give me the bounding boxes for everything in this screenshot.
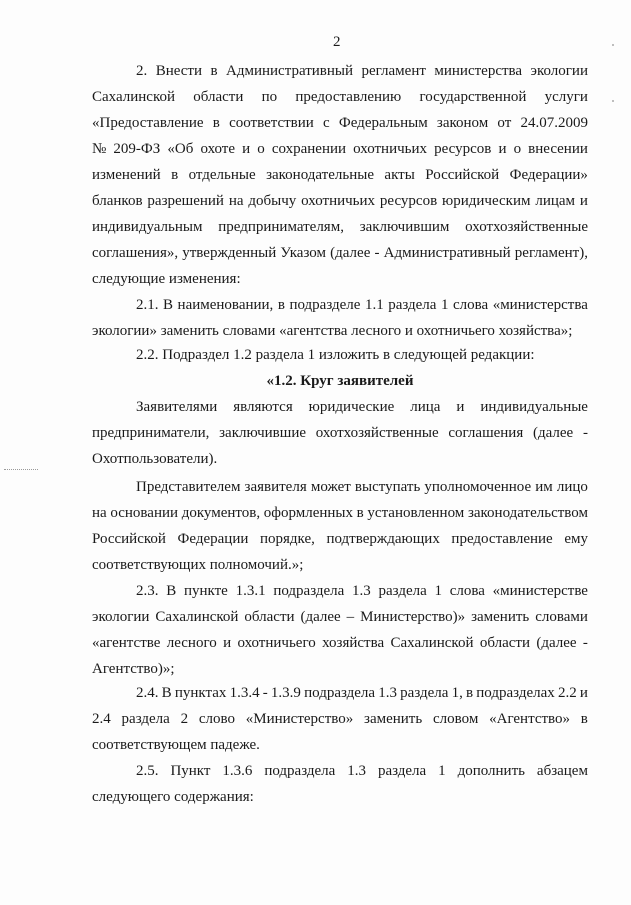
text-line: Охотпользователи). bbox=[92, 451, 218, 467]
text-line: соглашения», утвержденный Указом (далее - Административный регламент), bbox=[92, 245, 588, 261]
text-line: на основании документов, оформленных в установленном законодательством bbox=[92, 505, 588, 521]
text-line: соответствующем падеже. bbox=[92, 737, 260, 753]
text-line: Представителем заявителя может выступать уполномоченное им лицо bbox=[136, 479, 588, 495]
paragraph bbox=[92, 680, 588, 758]
paragraph bbox=[92, 394, 588, 472]
text-line: предприниматели, заключившие охотхозяйственные соглашения (далее - bbox=[92, 425, 588, 441]
scan-artifact bbox=[4, 469, 38, 470]
paragraph bbox=[92, 58, 588, 292]
scan-dot bbox=[612, 44, 614, 46]
text-line: индивидуальным предпринимателям, заключившим охотхозяйственные bbox=[92, 219, 588, 235]
text-line: 2.1. В наименовании, в подразделе 1.1 раздела 1 слова «министерства bbox=[136, 297, 588, 313]
text-line: 2.4. В пунктах 1.3.4 - 1.3.9 подраздела 1.3 раздела 1, в подразделах 2.2 и bbox=[136, 685, 588, 701]
paragraph bbox=[92, 578, 588, 682]
text-line: 2.5. Пункт 1.3.6 подраздела 1.3 раздела 1 дополнить абзацем bbox=[136, 763, 588, 779]
text-line: Агентство)»; bbox=[92, 661, 175, 677]
text-line: «1.2. Круг заявителей bbox=[266, 373, 414, 389]
text-line: бланков разрешений на добычу охотничьих ресурсов юридическим лицам и bbox=[92, 193, 588, 209]
text-line: экологии Сахалинской области (далее – Министерство)» заменить словами bbox=[92, 609, 588, 625]
section-heading bbox=[92, 368, 588, 394]
text-line: «агентстве лесного и охотничьего хозяйства Сахалинской области (далее - bbox=[92, 635, 588, 651]
text-line: Сахалинской области по предоставлению государственной услуги bbox=[92, 89, 588, 105]
scan-dot bbox=[612, 100, 614, 102]
text-line: № 209-ФЗ «Об охоте и о сохранении охотничьих ресурсов и о внесении bbox=[92, 141, 588, 157]
text-line: соответствующих полномочий.»; bbox=[92, 557, 304, 573]
page-number: 2 bbox=[333, 34, 341, 50]
text-line: Заявителями являются юридические лица и индивидуальные bbox=[136, 399, 588, 415]
text-line: 2.2. Подраздел 1.2 раздела 1 изложить в следующей редакции: bbox=[136, 347, 535, 363]
text-line: 2. Внести в Административный регламент министерства экологии bbox=[136, 63, 588, 79]
text-line: 2.4 раздела 2 слово «Министерство» заменить словом «Агентство» в bbox=[92, 711, 588, 727]
paragraph bbox=[92, 342, 588, 368]
text-line: экологии» заменить словами «агентства лесного и охотничьего хозяйства»; bbox=[92, 323, 573, 339]
text-line: «Предоставление в соответствии с Федеральным законом от 24.07.2009 bbox=[92, 115, 588, 131]
text-line: следующего содержания: bbox=[92, 789, 254, 805]
paragraph bbox=[92, 474, 588, 578]
text-line: изменений в отдельные законодательные акты Российской Федерации» bbox=[92, 167, 588, 183]
paragraph bbox=[92, 758, 588, 810]
paragraph bbox=[92, 292, 588, 344]
text-line: следующие изменения: bbox=[92, 271, 241, 287]
text-line: Российской Федерации порядке, подтверждающих предоставление ему bbox=[92, 531, 588, 547]
text-line: 2.3. В пункте 1.3.1 подраздела 1.3 раздела 1 слова «министерстве bbox=[136, 583, 588, 599]
